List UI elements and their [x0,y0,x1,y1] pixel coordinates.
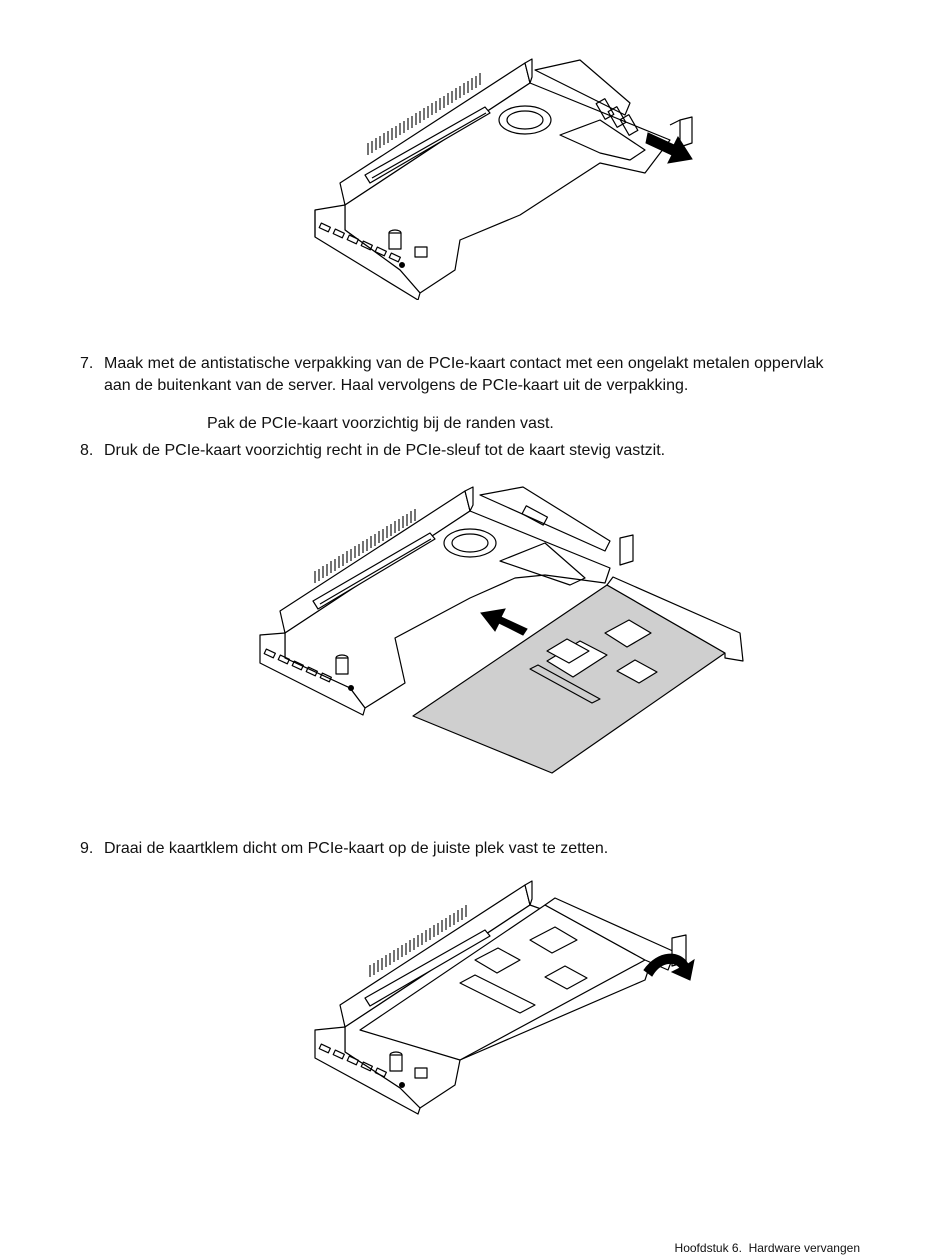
step-9 [80,838,900,860]
riser-cage-outline [315,59,692,300]
step-number: 7. [80,355,94,372]
step-text-line-1: Maak met de antistatische verpakking van de PCIe-kaart contact met een ongelakt metalen oppervlak [104,355,824,372]
figure-riser-clip-close [300,880,700,1115]
step-8 [80,440,900,462]
step-number: 8. [80,442,94,459]
step-text: Druk de PCIe-kaart voorzichtig recht in de PCIe-sleuf tot de kaart stevig vastzit. [104,442,666,459]
figure-card-insertion [255,483,750,778]
step-number: 9. [80,840,94,857]
footer-title: Hardware vervangen [748,1241,860,1255]
page-footer [675,1240,860,1256]
footer-chapter: Hoofdstuk 6. [674,1241,742,1255]
figure-riser-clip-open [300,55,700,300]
attention-note: Pak de PCIe-kaart voorzichtig bij de randen vast. [207,415,554,432]
step-text-line-2: aan de buitenkant van de server. Haal vervolgens de PCIe-kaart uit de verpakking. [104,377,689,394]
step-7 [80,353,900,397]
straight-arrow-in-icon [481,609,527,635]
pcie-card [413,577,743,773]
step-text: Draai de kaartklem dicht om PCIe-kaart op de juiste plek vast te zetten. [104,840,609,857]
